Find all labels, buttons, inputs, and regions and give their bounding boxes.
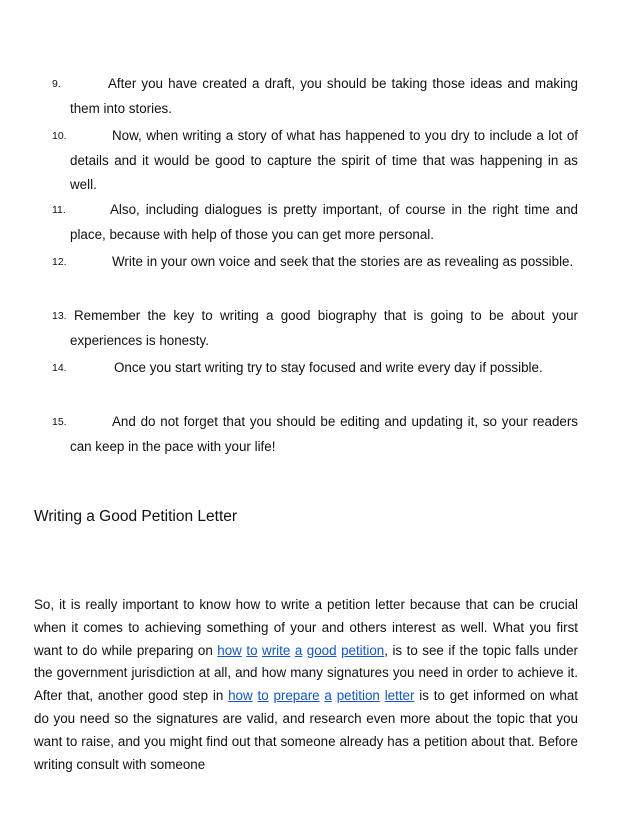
link-how[interactable]: how (217, 642, 242, 658)
list-item (52, 250, 578, 275)
list-item-text: After you have created a draft, you should be taking those ideas and making them into stories. (70, 76, 578, 116)
link-to[interactable]: to (246, 642, 258, 658)
list-item (52, 410, 578, 459)
link-to[interactable]: to (257, 688, 269, 704)
body-paragraph (34, 594, 578, 776)
paragraph-text: is to get informed on what do you need so the signatures are valid, and research even more about the topic that you want to raise, and you might find out that someone already has a petition about that. Before writing consult with someone (34, 688, 578, 772)
list-item-text: Now, when writing a story of what has happened to you dry to include a lot of details and it would be good to capture the spirit of time that was happening in as well. (70, 128, 578, 193)
list-item (52, 124, 578, 198)
link-write[interactable]: write (262, 642, 291, 658)
list-item (52, 304, 578, 353)
list-item-text: And do not forget that you should be editing and updating it, so your readers can keep in the pace with your life! (70, 414, 578, 454)
paragraph-text: , is to see if the topic falls under the government jurisdiction at all, and how many signatures you need in order to achieve it. After that, another good step in (34, 642, 578, 704)
list-item-text: Remember the key to writing a good biography that is going to be about your experiences is honesty. (70, 308, 578, 348)
link-letter[interactable]: letter (384, 688, 415, 704)
list-item (52, 198, 578, 247)
list-item-number: 9. (52, 78, 61, 90)
link-petition[interactable]: petition (336, 688, 380, 704)
link-a[interactable]: a (294, 642, 303, 658)
list-item (52, 356, 578, 381)
list-item-number: 15. (52, 416, 67, 428)
list-item (52, 72, 578, 121)
list-item-number: 11. (52, 204, 66, 216)
link-a[interactable]: a (324, 688, 332, 704)
list-item-number: 10. (52, 130, 67, 142)
list-item-number: 12. (52, 256, 67, 268)
section-heading: Writing a Good Petition Letter (34, 508, 238, 525)
list-item-text: Write in your own voice and seek that the stories are as revealing as possible. (112, 254, 574, 269)
list-item-number: 14. (52, 362, 67, 374)
link-good[interactable]: good (306, 642, 337, 658)
link-how[interactable]: how (228, 688, 253, 704)
paragraph-text: So, it is really important to know how to write a petition letter because that can be crucial when it comes to achieving something of your and others interest as well. What you first want to do while preparing on (34, 597, 578, 658)
link-prepare[interactable]: prepare (273, 688, 320, 704)
list-item-text: Once you start writing try to stay focused and write every day if possible. (114, 360, 543, 375)
list-item-text: Also, including dialogues is pretty important, of course in the right time and place, because with help of those you can get more personal. (70, 202, 578, 242)
link-petition[interactable]: petition (341, 642, 385, 658)
list-item-number: 13. (52, 310, 67, 322)
